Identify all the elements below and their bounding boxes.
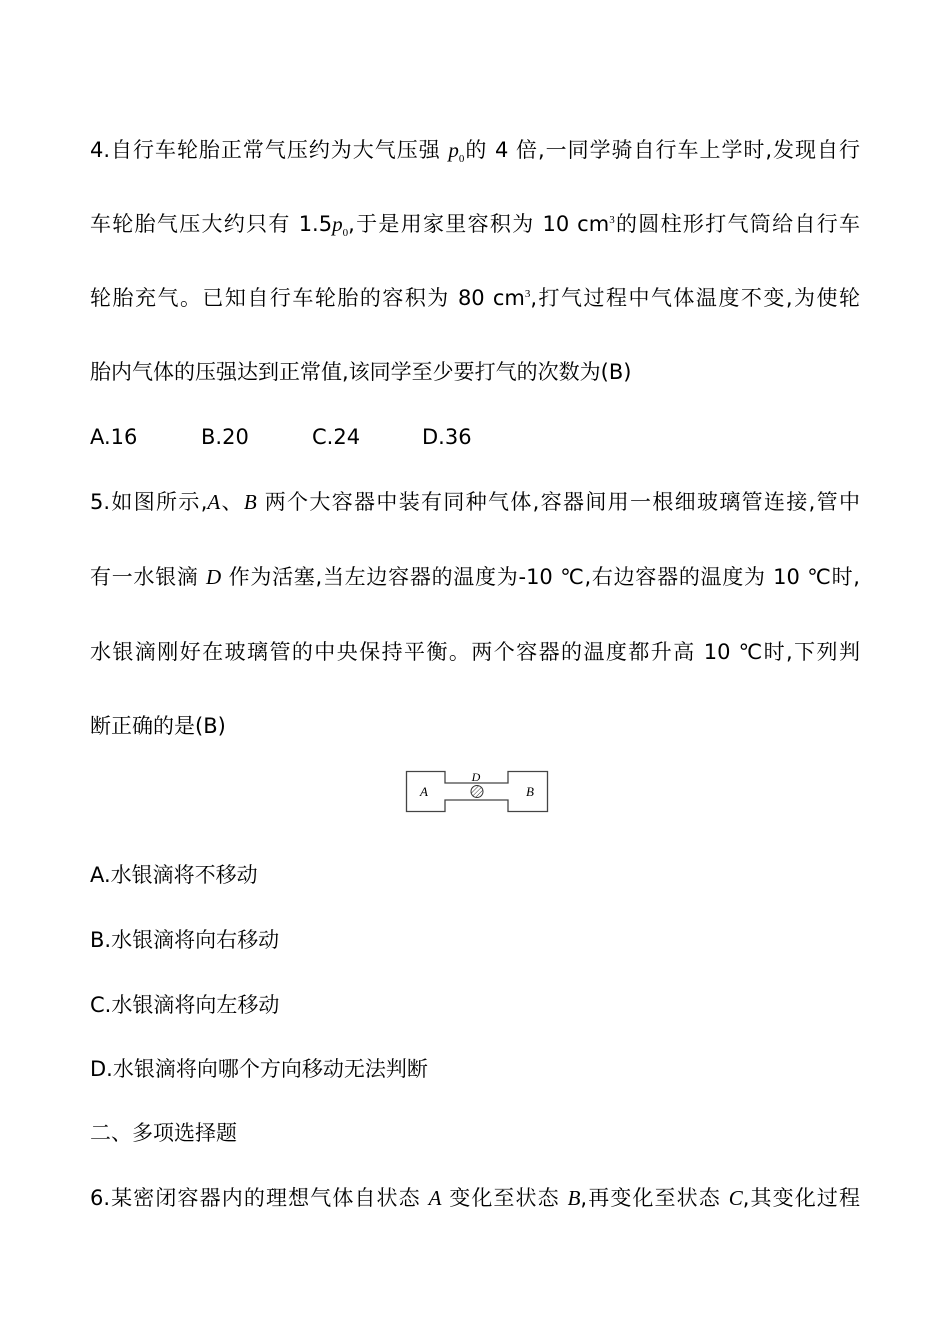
q5-option-b: B.水银滴将向右移动 <box>90 928 280 952</box>
q5-option-c: C.水银滴将向左移动 <box>90 993 280 1017</box>
q4-line-3: 轮胎充气。已知自行车轮胎的容积为 80 $cm^3$,打气过程中气体温度不变,为使轮 <box>90 286 860 310</box>
q4-options <box>90 422 860 452</box>
mercury-drop <box>471 786 483 798</box>
q5-line-2: 有一水银滴 D 作为活塞,当左边容器的温度为-10 ℃,右边容器的温度为 10 ℃时, <box>90 565 860 589</box>
q5-option-d: D.水银滴将向哪个方向移动无法判断 <box>90 1057 428 1081</box>
q4-option-a: A.16 <box>90 425 138 449</box>
q5-line-1: 5.如图所示,A、B 两个大容器中装有同种气体,容器间用一根细玻璃管连接,管中 <box>90 490 861 514</box>
label-a: A <box>420 784 428 799</box>
q5-line-4: 断正确的是(B) <box>90 714 226 738</box>
q4-line-1: 4.自行车轮胎正常气压约为大气压强 $p_0$的 4 倍,一同学骑自行车上学时,发现自行 <box>90 138 860 166</box>
q4-option-d: D.36 <box>422 425 472 449</box>
q5-option-a: A.水银滴将不移动 <box>90 863 258 887</box>
containers-diagram <box>405 770 550 814</box>
q6-line-1: 6.某密闭容器内的理想气体自状态 A 变化至状态 B,再变化至状态 C,其变化过程 <box>90 1186 860 1210</box>
label-d: D <box>471 770 481 784</box>
q4-line-2: 车轮胎气压大约只有 $1.5p_0$,于是用家里容积为 10 $cm^3$的圆柱形打气筒给自行车 <box>90 212 861 240</box>
q4-option-b: B.20 <box>201 425 249 449</box>
q5-line-3: 水银滴刚好在玻璃管的中央保持平衡。两个容器的温度都升高 10 ℃时,下列判 <box>90 640 860 664</box>
section-heading: 二、多项选择题 <box>90 1121 237 1145</box>
label-b: B <box>526 784 534 799</box>
q4-option-c: C.24 <box>312 425 361 449</box>
q4-line-4: 胎内气体的压强达到正常值,该同学至少要打气的次数为(B) <box>90 360 632 384</box>
